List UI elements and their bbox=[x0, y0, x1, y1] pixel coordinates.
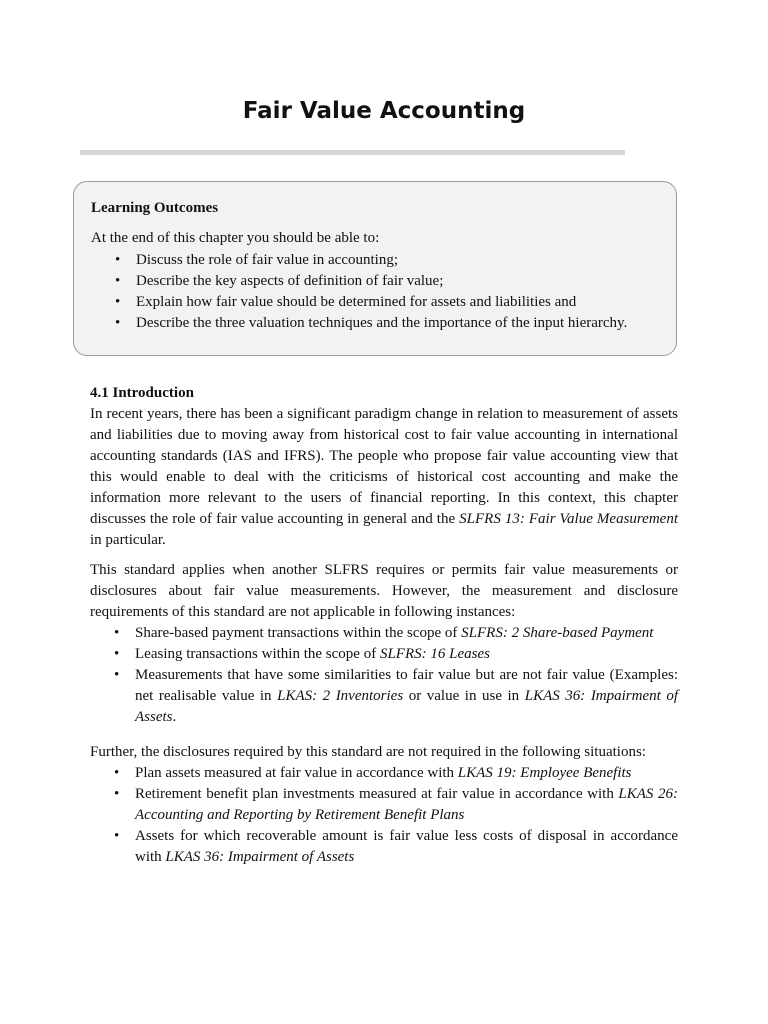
standard-reference: SLFRS: 2 Share-based Payment bbox=[461, 625, 654, 641]
list-item: • Assets for which recoverable amount is fair value less costs of disposal in accordance with LKAS 36: Impairment of Assets bbox=[90, 826, 678, 868]
list-item: • Share-based payment transactions within the scope of SLFRS: 2 Share-based Payment bbox=[90, 623, 678, 644]
learning-outcomes-heading: Learning Outcomes bbox=[91, 200, 219, 216]
standard-reference: LKAS 36: Impairment of Assets bbox=[135, 688, 679, 725]
list-item: • Discuss the role of fair value in accounting; bbox=[91, 250, 627, 271]
list-item: • Plan assets measured at fair value in accordance with LKAS 19: Employee Benefits bbox=[90, 763, 678, 784]
main-content bbox=[90, 383, 678, 868]
learning-outcomes-box bbox=[73, 181, 677, 356]
list-item: • Describe the key aspects of definition of fair value; bbox=[91, 271, 627, 292]
standard-reference: LKAS 19: Employee Benefits bbox=[457, 765, 632, 781]
page-title: Fair Value Accounting bbox=[242, 98, 526, 124]
standard-reference: LKAS: 2 Inventories bbox=[277, 688, 404, 704]
section-heading: 4.1 Introduction bbox=[90, 385, 194, 401]
standard-reference: SLFRS: 16 Leases bbox=[379, 646, 490, 662]
paragraph-text: In recent years, there has been a significant paradigm change in relation to measurement of assets and liabilities due to moving away from historical cost to fair value accounting in international accounting standards (IAS and IFRS). The people who propose fair value accounting view that this would enable to deal with the criticisms of historical cost accounting and make the information more relevant to the users of financial reporting. In this context, this chapter discusses the role of fair value accounting in general and the bbox=[90, 406, 678, 527]
list-item: • Explain how fair value should be determined for assets and liabilities and bbox=[91, 292, 627, 313]
disclosure-paragraph: Further, the disclosures required by this standard are not required in the following situations: bbox=[90, 744, 646, 760]
standard-reference: LKAS 26: Accounting and Reporting by Retirement Benefit Plans bbox=[135, 786, 678, 823]
list-item: • Leasing transactions within the scope of SLFRS: 16 Leases bbox=[90, 644, 678, 665]
intro-paragraph bbox=[90, 404, 678, 551]
learning-outcomes-list bbox=[91, 250, 627, 334]
scope-paragraph: This standard applies when another SLFRS requires or permits fair value measurements or disclosures about fair value measurements. However, the measurement and disclosure requirements of this standard are not applicable in following instances: bbox=[90, 562, 678, 620]
list-item: • Measurements that have some similarities to fair value but are not fair value (Examples: net realisable value in LKAS: 2 Inventories or value in use in LKAS 36: Impairment of Assets. bbox=[90, 665, 678, 728]
standard-reference: LKAS 36: Impairment of Assets bbox=[165, 849, 355, 865]
learning-outcomes-intro: At the end of this chapter you should be able to: bbox=[91, 230, 380, 246]
title-divider bbox=[80, 150, 625, 155]
disclosure-exemptions-list bbox=[90, 763, 678, 868]
standard-reference: SLFRS 13: Fair Value Measurement bbox=[459, 511, 678, 527]
list-item: • Describe the three valuation techniques and the importance of the input hierarchy. bbox=[91, 313, 627, 334]
paragraph-text: in particular. bbox=[90, 532, 166, 548]
exclusions-list bbox=[90, 623, 678, 728]
list-item: • Retirement benefit plan investments measured at fair value in accordance with LKAS 26: Accounting and Reporting by Retirement Benefit Plans bbox=[90, 784, 678, 826]
